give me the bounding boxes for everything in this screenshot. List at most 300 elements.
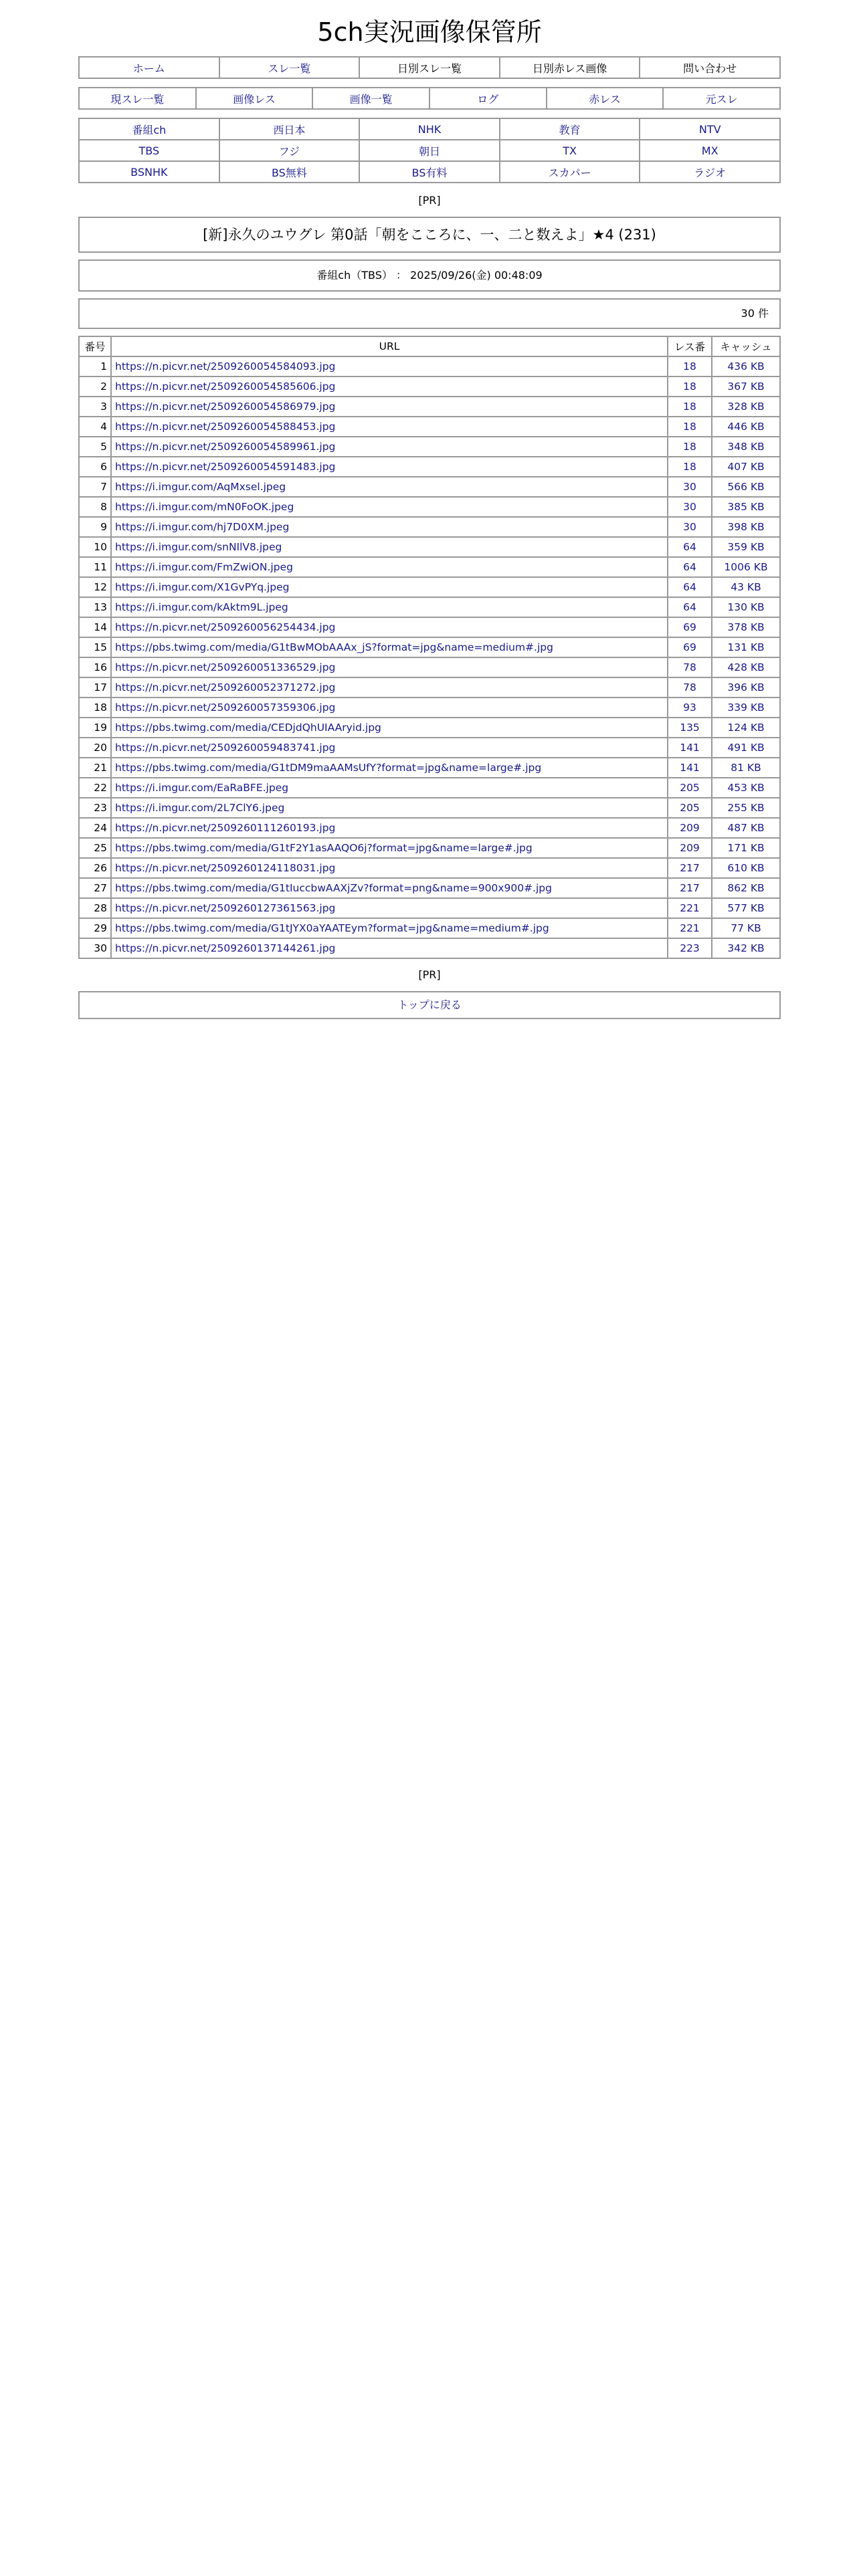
channel-cell — [500, 118, 640, 140]
row-url-cell — [111, 838, 668, 858]
row-cache-cell — [712, 938, 780, 958]
cache-link[interactable]: 130 KB — [727, 601, 765, 613]
cache-link[interactable]: 453 KB — [727, 782, 765, 794]
cache-link[interactable]: 339 KB — [727, 702, 765, 714]
table-row — [79, 497, 780, 517]
res-number-link[interactable]: 135 — [680, 722, 700, 734]
row-num: 2 — [79, 377, 111, 397]
channel-cell — [640, 161, 780, 183]
row-url-cell — [111, 356, 668, 377]
cache-link[interactable]: 610 KB — [727, 862, 765, 874]
thread-info-box — [78, 259, 781, 292]
thread-nav-link[interactable]: 画像一覧 — [349, 92, 393, 106]
row-num: 4 — [79, 417, 111, 437]
row-url-cell — [111, 858, 668, 878]
row-num: 30 — [79, 938, 111, 958]
row-num: 21 — [79, 758, 111, 778]
nav-cell — [79, 57, 219, 78]
channel-cell — [79, 140, 219, 161]
nav-label: 日別赤レス画像 — [532, 62, 607, 75]
thread-nav-link[interactable]: ログ — [477, 92, 499, 106]
channel-cell — [359, 140, 500, 161]
image-table — [78, 336, 781, 959]
back-to-top-link[interactable]: トップに戻る — [397, 998, 462, 1011]
image-url-link[interactable]: https://n.picvr.net/2509260051336529.jpg — [115, 661, 336, 673]
res-number-link[interactable]: 64 — [683, 561, 696, 573]
cache-link[interactable]: 396 KB — [727, 681, 765, 693]
image-url-link[interactable]: https://i.imgur.com/EaRaBFE.jpeg — [115, 782, 289, 794]
row-res-cell — [668, 617, 712, 637]
table-row — [79, 457, 780, 477]
image-url-link[interactable]: https://pbs.twimg.com/media/G1tF2Y1asAAQO6j?format=jpg&name=large#.jpg — [115, 842, 533, 854]
channel-link[interactable]: TBS — [138, 144, 160, 157]
row-cache-cell — [712, 758, 780, 778]
row-res-cell — [668, 356, 712, 377]
res-number-link[interactable]: 141 — [680, 762, 700, 774]
channel-cell — [359, 161, 500, 183]
res-number-link[interactable]: 18 — [683, 381, 696, 393]
row-num: 29 — [79, 918, 111, 938]
row-url-cell — [111, 417, 668, 437]
row-num: 23 — [79, 798, 111, 818]
table-row — [79, 597, 780, 617]
cache-link[interactable]: 385 KB — [727, 501, 765, 513]
cache-link[interactable]: 446 KB — [727, 421, 765, 433]
image-url-link[interactable]: https://n.picvr.net/2509260054591483.jpg — [115, 461, 336, 473]
table-row — [79, 417, 780, 437]
res-number-link[interactable]: 217 — [680, 862, 700, 874]
row-cache-cell — [712, 918, 780, 938]
row-cache-cell — [712, 677, 780, 697]
cache-link[interactable]: 255 KB — [727, 802, 765, 814]
row-res-cell — [668, 597, 712, 617]
cache-link[interactable]: 359 KB — [727, 541, 765, 553]
table-row — [79, 356, 780, 377]
row-url-cell — [111, 457, 668, 477]
row-url-cell — [111, 477, 668, 497]
pr-label-bottom: [PR] — [418, 968, 441, 981]
row-cache-cell — [712, 878, 780, 898]
row-cache-cell — [712, 657, 780, 677]
row-res-cell — [668, 898, 712, 918]
res-number-link[interactable]: 30 — [683, 521, 696, 533]
row-res-cell — [668, 417, 712, 437]
cache-link[interactable]: 407 KB — [727, 461, 765, 473]
table-row — [79, 537, 780, 557]
res-number-link[interactable]: 223 — [680, 942, 700, 954]
row-res-cell — [668, 477, 712, 497]
image-url-link[interactable]: https://n.picvr.net/2509260054589961.jpg — [115, 441, 336, 453]
res-number-link[interactable]: 78 — [683, 661, 696, 673]
row-cache-cell — [712, 637, 780, 657]
main-nav — [78, 56, 781, 79]
channel-cell — [219, 118, 360, 140]
cache-link[interactable]: 367 KB — [727, 381, 765, 393]
table-header-row — [79, 336, 780, 356]
channel-cell — [79, 161, 219, 183]
cache-link[interactable]: 398 KB — [727, 521, 765, 533]
row-cache-cell — [712, 597, 780, 617]
res-number-link[interactable]: 30 — [683, 481, 696, 493]
cache-link[interactable]: 348 KB — [727, 441, 765, 453]
table-row — [79, 517, 780, 537]
image-url-link[interactable]: https://i.imgur.com/snNIlV8.jpeg — [115, 541, 282, 553]
count-box — [78, 298, 781, 329]
thread-nav-link[interactable]: 画像レス — [233, 92, 276, 106]
channel-link[interactable]: 西日本 — [273, 123, 306, 136]
row-cache-cell — [712, 738, 780, 758]
res-number-link[interactable]: 18 — [683, 441, 696, 453]
image-url-link[interactable]: https://i.imgur.com/mN0FoOK.jpeg — [115, 501, 294, 513]
channel-link[interactable]: ラジオ — [694, 166, 727, 179]
res-number-link[interactable]: 64 — [683, 541, 696, 553]
image-url-link[interactable]: https://n.picvr.net/2509260056254434.jpg — [115, 621, 336, 633]
back-to-top-box — [78, 991, 781, 1019]
row-res-cell — [668, 517, 712, 537]
row-res-cell — [668, 697, 712, 718]
res-number-link[interactable]: 141 — [680, 742, 700, 754]
image-url-link[interactable]: https://n.picvr.net/2509260054588453.jpg — [115, 421, 336, 433]
channel-link[interactable]: TX — [563, 144, 577, 157]
row-url-cell — [111, 718, 668, 738]
row-num: 20 — [79, 738, 111, 758]
row-cache-cell — [712, 417, 780, 437]
row-url-cell — [111, 798, 668, 818]
row-url-cell — [111, 677, 668, 697]
table-row — [79, 898, 780, 918]
row-cache-cell — [712, 477, 780, 497]
row-num: 16 — [79, 657, 111, 677]
row-url-cell — [111, 537, 668, 557]
table-row — [79, 677, 780, 697]
channel-link[interactable]: BSNHK — [130, 165, 168, 179]
row-res-cell — [668, 377, 712, 397]
table-row — [79, 718, 780, 738]
row-num: 28 — [79, 898, 111, 918]
image-url-link[interactable]: https://n.picvr.net/2509260059483741.jpg — [115, 742, 336, 754]
res-number-link[interactable]: 217 — [680, 882, 700, 894]
header-cache: キャッシュ — [712, 336, 780, 356]
row-url-cell — [111, 778, 668, 798]
table-row — [79, 437, 780, 457]
channel-link[interactable]: スカパー — [548, 166, 591, 179]
image-url-link[interactable]: https://i.imgur.com/FmZwiON.jpeg — [115, 561, 293, 573]
image-url-link[interactable]: https://n.picvr.net/2509260054584093.jpg — [115, 360, 336, 372]
res-number-link[interactable]: 93 — [683, 702, 696, 714]
row-cache-cell — [712, 697, 780, 718]
row-num: 9 — [79, 517, 111, 537]
row-url-cell — [111, 377, 668, 397]
res-number-link[interactable]: 205 — [680, 802, 700, 814]
row-cache-cell — [712, 858, 780, 878]
image-url-link[interactable]: https://i.imgur.com/hj7D0XM.jpeg — [115, 521, 290, 533]
image-url-link[interactable]: https://n.picvr.net/2509260127361563.jpg — [115, 902, 336, 914]
row-url-cell — [111, 597, 668, 617]
res-number-link[interactable]: 69 — [683, 621, 696, 633]
image-url-link[interactable]: https://i.imgur.com/2L7ClY6.jpeg — [115, 802, 285, 814]
row-num: 5 — [79, 437, 111, 457]
res-number-link[interactable]: 18 — [683, 461, 696, 473]
cache-link[interactable]: 77 KB — [731, 922, 761, 934]
row-res-cell — [668, 738, 712, 758]
row-res-cell — [668, 718, 712, 738]
row-cache-cell — [712, 838, 780, 858]
table-row — [79, 858, 780, 878]
res-number-link[interactable]: 221 — [680, 902, 700, 914]
thread-info: 番組ch（TBS） ： 2025/09/26(金) 00:48:09 — [316, 269, 543, 282]
image-url-link[interactable]: https://n.picvr.net/2509260137144261.jpg — [115, 942, 336, 954]
row-cache-cell — [712, 356, 780, 377]
row-res-cell — [668, 657, 712, 677]
channel-row — [79, 161, 780, 183]
nav-link[interactable]: スレ一覧 — [268, 62, 311, 75]
row-url-cell — [111, 738, 668, 758]
row-cache-cell — [712, 898, 780, 918]
cache-link[interactable]: 81 KB — [731, 762, 761, 774]
channel-link[interactable]: 教育 — [559, 123, 581, 136]
row-cache-cell — [712, 497, 780, 517]
cache-link[interactable]: 378 KB — [727, 621, 765, 633]
row-num: 15 — [79, 637, 111, 657]
table-row — [79, 918, 780, 938]
image-url-link[interactable]: https://pbs.twimg.com/media/G1tDM9maAAMsUfY?format=jpg&name=large#.jpg — [115, 762, 542, 774]
row-cache-cell — [712, 778, 780, 798]
row-res-cell — [668, 577, 712, 597]
channel-link[interactable]: NTV — [698, 122, 721, 136]
row-res-cell — [668, 457, 712, 477]
row-num: 13 — [79, 597, 111, 617]
row-res-cell — [668, 798, 712, 818]
channel-link[interactable]: BS有料 — [411, 166, 448, 179]
cache-link[interactable]: 1006 KB — [724, 561, 768, 573]
header-url: URL — [111, 336, 668, 356]
row-res-cell — [668, 858, 712, 878]
thread-nav-cell — [79, 88, 196, 109]
res-number-link[interactable]: 30 — [683, 501, 696, 513]
table-row — [79, 738, 780, 758]
row-url-cell — [111, 397, 668, 417]
cache-link[interactable]: 328 KB — [727, 401, 765, 413]
row-res-cell — [668, 878, 712, 898]
channel-cell — [359, 118, 500, 140]
channel-cell — [640, 118, 780, 140]
pr-label-top: [PR] — [418, 194, 441, 207]
row-num: 8 — [79, 497, 111, 517]
cache-link[interactable]: 124 KB — [727, 722, 765, 734]
res-number-link[interactable]: 209 — [680, 842, 700, 854]
row-url-cell — [111, 898, 668, 918]
table-row — [79, 938, 780, 958]
row-res-cell — [668, 677, 712, 697]
row-cache-cell — [712, 818, 780, 838]
nav-cell — [359, 57, 500, 78]
row-url-cell — [111, 818, 668, 838]
thread-nav — [78, 87, 781, 110]
nav-cell — [219, 57, 360, 78]
row-res-cell — [668, 537, 712, 557]
channel-cell — [500, 140, 640, 161]
row-url-cell — [111, 697, 668, 718]
row-num: 25 — [79, 838, 111, 858]
row-url-cell — [111, 497, 668, 517]
row-cache-cell — [712, 517, 780, 537]
table-row — [79, 697, 780, 718]
row-cache-cell — [712, 798, 780, 818]
row-cache-cell — [712, 718, 780, 738]
image-url-link[interactable]: https://n.picvr.net/2509260057359306.jpg — [115, 702, 336, 714]
row-res-cell — [668, 437, 712, 457]
row-cache-cell — [712, 577, 780, 597]
thread-nav-cell — [663, 88, 780, 109]
image-url-link[interactable]: https://pbs.twimg.com/media/G1tJYX0aYAATEym?format=jpg&name=medium#.jpg — [115, 922, 549, 934]
table-row — [79, 617, 780, 637]
page-container — [78, 0, 781, 1019]
channel-link[interactable]: MX — [701, 144, 719, 157]
channel-row — [79, 140, 780, 161]
cache-link[interactable]: 577 KB — [727, 902, 765, 914]
thread-title: [新]永久のユウグレ 第0話「朝をこころに、一、二と数えよ」★4 (231) — [203, 227, 656, 243]
row-url-cell — [111, 577, 668, 597]
header-res: レス番 — [668, 336, 712, 356]
image-url-link[interactable]: https://n.picvr.net/2509260054585606.jpg — [115, 381, 336, 393]
table-row — [79, 397, 780, 417]
res-number-link[interactable]: 18 — [683, 421, 696, 433]
image-url-link[interactable]: https://n.picvr.net/2509260052371272.jpg — [115, 681, 336, 693]
res-number-link[interactable]: 221 — [680, 922, 700, 934]
row-url-cell — [111, 557, 668, 577]
nav-link[interactable]: ホーム — [132, 62, 165, 75]
table-row — [79, 557, 780, 577]
image-url-link[interactable]: https://n.picvr.net/2509260124118031.jpg — [115, 862, 336, 874]
row-res-cell — [668, 778, 712, 798]
cache-link[interactable]: 862 KB — [727, 882, 765, 894]
table-row — [79, 477, 780, 497]
image-url-link[interactable]: https://i.imgur.com/AqMxsel.jpeg — [115, 481, 286, 493]
row-num: 12 — [79, 577, 111, 597]
cache-link[interactable]: 342 KB — [727, 942, 765, 954]
res-number-link[interactable]: 18 — [683, 401, 696, 413]
channel-cell — [219, 140, 360, 161]
cache-link[interactable]: 487 KB — [727, 822, 765, 834]
row-url-cell — [111, 437, 668, 457]
row-num: 22 — [79, 778, 111, 798]
row-url-cell — [111, 938, 668, 958]
row-num: 26 — [79, 858, 111, 878]
image-url-link[interactable]: https://i.imgur.com/kAktm9L.jpeg — [115, 601, 288, 613]
res-number-link[interactable]: 64 — [683, 601, 696, 613]
row-num: 14 — [79, 617, 111, 637]
row-url-cell — [111, 517, 668, 537]
item-count: 30 件 — [741, 307, 769, 320]
row-num: 11 — [79, 557, 111, 577]
row-cache-cell — [712, 617, 780, 637]
table-row — [79, 818, 780, 838]
row-num: 6 — [79, 457, 111, 477]
table-row — [79, 637, 780, 657]
thread-nav-link[interactable]: 赤レス — [589, 92, 621, 106]
table-row — [79, 838, 780, 858]
table-row — [79, 758, 780, 778]
row-res-cell — [668, 637, 712, 657]
table-row — [79, 878, 780, 898]
image-url-link[interactable]: https://i.imgur.com/X1GvPYq.jpeg — [115, 581, 290, 593]
image-url-link[interactable]: https://n.picvr.net/2509260054586979.jpg — [115, 401, 336, 413]
channel-cell — [500, 161, 640, 183]
channel-cell — [640, 140, 780, 161]
row-cache-cell — [712, 377, 780, 397]
row-num: 19 — [79, 718, 111, 738]
row-cache-cell — [712, 457, 780, 477]
cache-link[interactable]: 131 KB — [727, 641, 765, 653]
row-res-cell — [668, 818, 712, 838]
res-number-link[interactable]: 205 — [680, 782, 700, 794]
channel-link[interactable]: 番組ch — [132, 123, 167, 136]
thread-title-box — [78, 217, 781, 253]
row-num: 18 — [79, 697, 111, 718]
row-cache-cell — [712, 557, 780, 577]
channel-row — [79, 118, 780, 140]
image-url-link[interactable]: https://n.picvr.net/2509260111260193.jpg — [115, 822, 336, 834]
thread-nav-link[interactable]: 現スレ一覧 — [110, 92, 165, 106]
cache-link[interactable]: 43 KB — [731, 581, 761, 593]
res-number-link[interactable]: 18 — [683, 360, 696, 372]
row-url-cell — [111, 657, 668, 677]
channel-cell — [219, 161, 360, 183]
cache-link[interactable]: 436 KB — [727, 360, 765, 372]
row-cache-cell — [712, 537, 780, 557]
channel-link[interactable]: BS無料 — [271, 166, 307, 179]
cache-link[interactable]: 428 KB — [727, 661, 765, 673]
channel-nav — [78, 118, 781, 183]
nav-cell — [640, 57, 780, 78]
channel-cell — [79, 118, 219, 140]
image-url-link[interactable]: https://pbs.twimg.com/media/G1tIuccbwAAXjZv?format=png&name=900x900#.jpg — [115, 882, 552, 894]
channel-link[interactable]: フジ — [278, 144, 300, 158]
thread-nav-cell — [312, 88, 430, 109]
table-row — [79, 377, 780, 397]
res-number-link[interactable]: 209 — [680, 822, 700, 834]
row-cache-cell — [712, 437, 780, 457]
row-num: 7 — [79, 477, 111, 497]
row-res-cell — [668, 557, 712, 577]
nav-label: 問い合わせ — [683, 62, 737, 75]
image-url-link[interactable]: https://pbs.twimg.com/media/CEDjdQhUIAAryid.jpg — [115, 722, 381, 734]
res-number-link[interactable]: 69 — [683, 641, 696, 653]
row-url-cell — [111, 758, 668, 778]
table-row — [79, 657, 780, 677]
cache-link[interactable]: 566 KB — [727, 481, 765, 493]
thread-nav-cell — [430, 88, 547, 109]
res-number-link[interactable]: 64 — [683, 581, 696, 593]
channel-link[interactable]: 朝日 — [418, 144, 440, 158]
header-num: 番号 — [79, 336, 111, 356]
res-number-link[interactable]: 78 — [683, 681, 696, 693]
row-num: 24 — [79, 818, 111, 838]
row-num: 17 — [79, 677, 111, 697]
nav-cell — [500, 57, 640, 78]
row-res-cell — [668, 497, 712, 517]
row-num: 10 — [79, 537, 111, 557]
row-res-cell — [668, 838, 712, 858]
table-row — [79, 577, 780, 597]
site-title: 5ch実況画像保管所 — [317, 17, 542, 47]
thread-nav-link[interactable]: 元スレ — [705, 92, 738, 106]
image-url-link[interactable]: https://pbs.twimg.com/media/G1tBwMObAAAx_jS?format=jpg&name=medium#.jpg — [115, 641, 553, 653]
channel-link[interactable]: NHK — [417, 122, 442, 136]
cache-link[interactable]: 491 KB — [727, 742, 765, 754]
cache-link[interactable]: 171 KB — [727, 842, 765, 854]
row-res-cell — [668, 397, 712, 417]
